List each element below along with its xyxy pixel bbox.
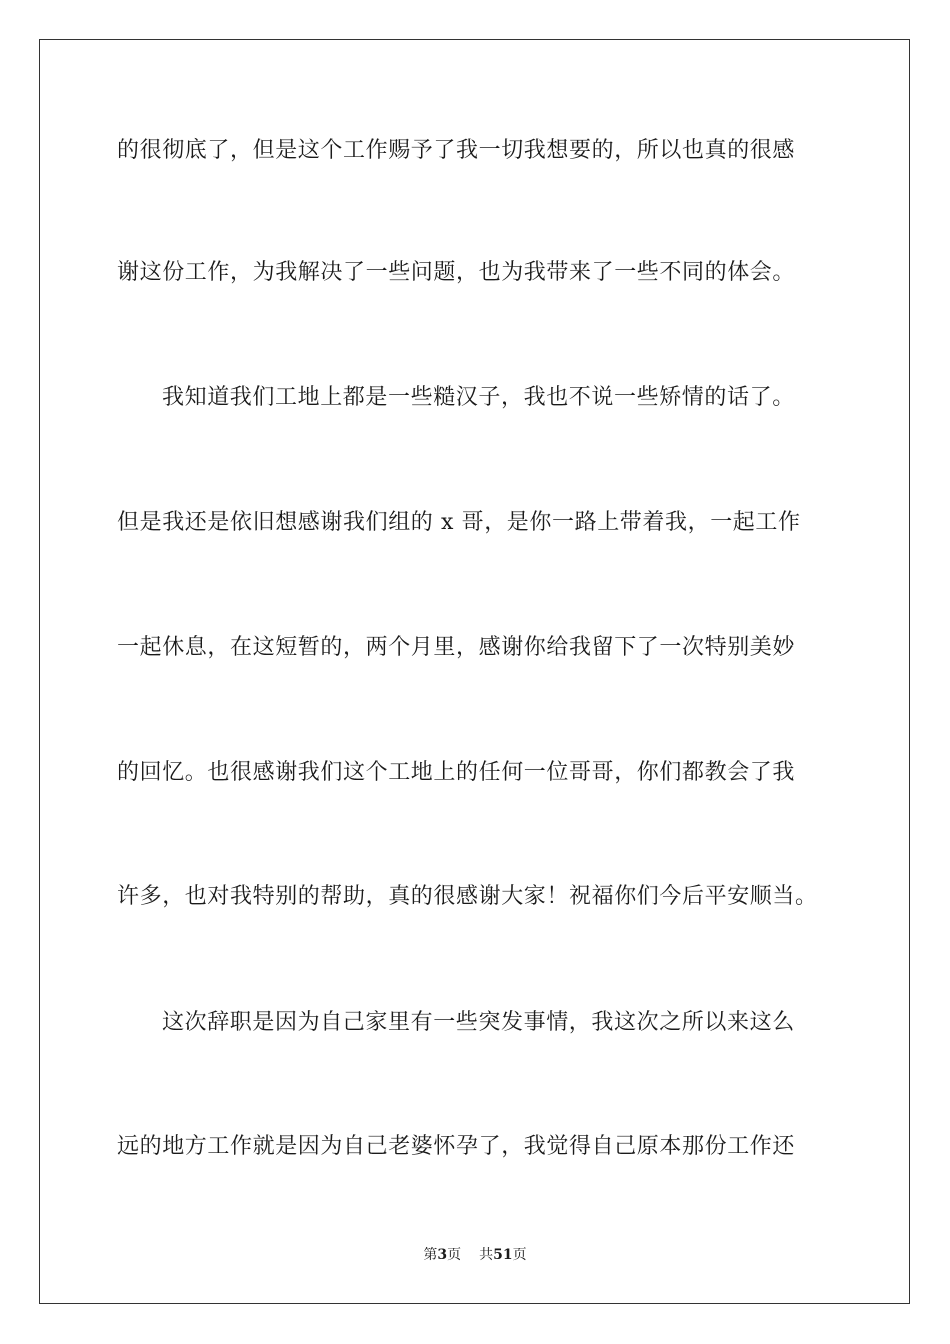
body-text-line: 一起休息，在这短暂的，两个月里，感谢你给我留下了一次特别美妙 [117, 635, 796, 660]
body-text-line: 谢这份工作，为我解决了一些问题，也为我带来了一些不同的体会。 [117, 260, 796, 285]
paragraph-first-line: 这次辞职是因为自己家里有一些突发事情，我这次之所以来这么 [162, 1010, 795, 1035]
body-text-line: 但是我还是依旧想感谢我们组的 x 哥，是你一路上带着我，一起工作 [117, 510, 801, 535]
body-text-line: 远的地方工作就是因为自己老婆怀孕了，我觉得自己原本那份工作还 [117, 1134, 796, 1159]
page-indicator: 第3页 [423, 1247, 462, 1263]
page-footer [0, 1245, 950, 1265]
page-border [39, 39, 910, 1304]
body-text-line: 的回忆。也很感谢我们这个工地上的任何一位哥哥，你们都教会了我 [117, 760, 796, 785]
paragraph-first-line: 我知道我们工地上都是一些糙汉子，我也不说一些矫情的话了。 [162, 385, 795, 410]
current-page-number: 3 [437, 1247, 448, 1263]
total-page-count: 51 [493, 1247, 513, 1263]
body-text-line: 的很彻底了，但是这个工作赐予了我一切我想要的，所以也真的很感 [117, 138, 796, 163]
body-text-line: 许多，也对我特别的帮助，真的很感谢大家！祝福你们今后平安顺当。 [117, 884, 818, 909]
total-pages-indicator: 共51页 [479, 1247, 527, 1263]
